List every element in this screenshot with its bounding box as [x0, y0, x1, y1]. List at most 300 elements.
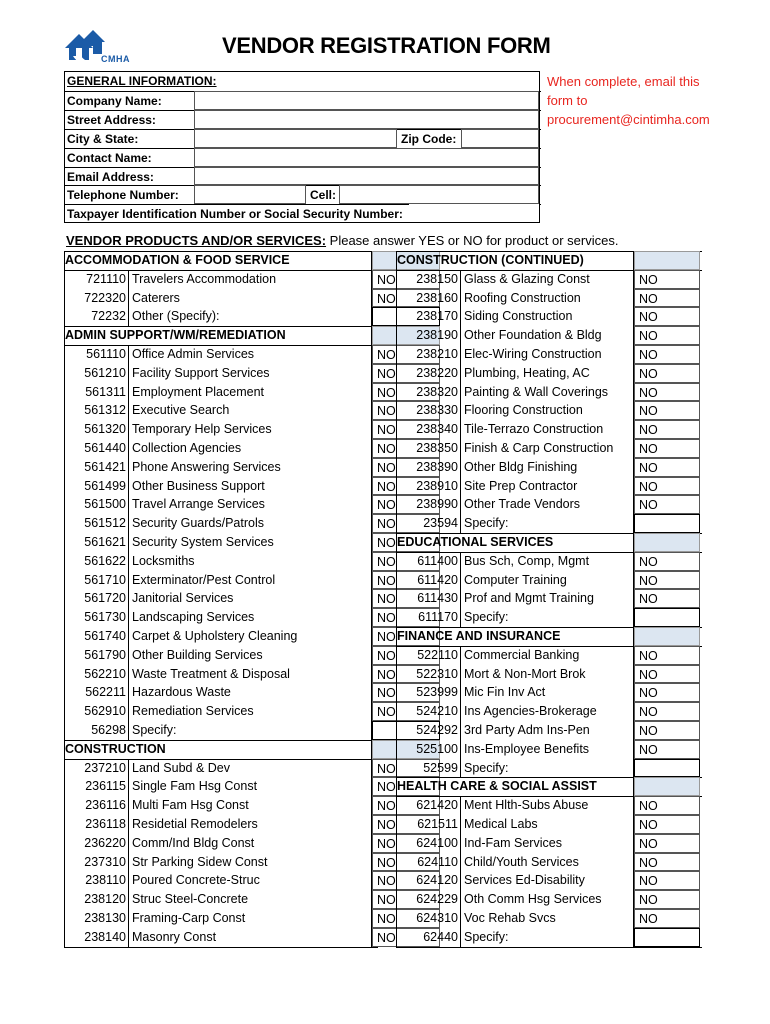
- naics-code: 238160: [416, 290, 458, 305]
- service-description: Remediation Services: [128, 702, 372, 721]
- section-heading: FINANCE AND INSURANCE: [397, 629, 561, 643]
- answer-field[interactable]: [634, 289, 700, 308]
- naics-code: 561740: [84, 629, 126, 643]
- naics-code: 562211: [85, 685, 126, 700]
- naics-code: 238320: [416, 384, 458, 399]
- telephone-label: Telephone Number:: [67, 188, 179, 202]
- answer-field[interactable]: [634, 909, 700, 928]
- service-row: [396, 909, 702, 928]
- answer-field[interactable]: [634, 759, 700, 778]
- service-description: Executive Search: [128, 401, 372, 420]
- naics-code: 52599: [423, 760, 458, 775]
- service-row: [64, 777, 396, 796]
- naics-code: 624120: [416, 873, 458, 888]
- answer-value: NO: [639, 423, 658, 438]
- answer-value: NO: [639, 705, 658, 720]
- cmha-logo: [63, 26, 145, 68]
- naics-code: 561512: [84, 516, 126, 531]
- answer-value: NO: [639, 460, 658, 475]
- answer-field[interactable]: [634, 702, 700, 721]
- answer-value: NO: [377, 498, 396, 513]
- service-description: Struc Steel-Concrete: [128, 890, 372, 909]
- naics-code: 621511: [417, 817, 458, 831]
- section-heading: HEALTH CARE & SOCIAL ASSIST: [397, 779, 597, 794]
- service-description: Child/Youth Services: [460, 853, 700, 872]
- service-description: Mic Fin Inv Act: [460, 683, 700, 702]
- answer-value: NO: [639, 893, 658, 908]
- answer-value: NO: [377, 272, 396, 287]
- answer-value: NO: [377, 836, 396, 851]
- answer-field[interactable]: [634, 589, 700, 608]
- service-row: [396, 383, 702, 402]
- service-row: [396, 420, 702, 439]
- answer-field[interactable]: [634, 345, 700, 364]
- answer-field[interactable]: [634, 683, 700, 702]
- service-description: Office Admin Services: [128, 345, 372, 364]
- service-description: Medical Labs: [460, 815, 700, 834]
- answer-value: NO: [639, 348, 658, 362]
- email-address-field[interactable]: [194, 167, 539, 185]
- answer-value: NO: [377, 517, 396, 532]
- service-description: Hazardous Waste: [128, 683, 372, 702]
- naics-code: 237310: [84, 854, 126, 869]
- cell-field[interactable]: [339, 185, 539, 204]
- answer-value: NO: [639, 874, 658, 889]
- heading-answer-cell: [634, 627, 700, 646]
- company-name-field[interactable]: [194, 91, 539, 110]
- service-description: Collection Agencies: [128, 439, 372, 458]
- service-description: Specify:: [460, 928, 700, 947]
- naics-code: 525100: [416, 741, 458, 756]
- service-description: Ins Agencies-Brokerage: [460, 702, 700, 721]
- heading-answer-cell: [634, 251, 700, 270]
- service-row: [396, 345, 702, 364]
- service-row: [64, 834, 396, 853]
- naics-code: 561440: [84, 441, 126, 455]
- answer-value: NO: [639, 742, 658, 757]
- service-row: [64, 627, 396, 646]
- naics-code: 236116: [85, 798, 126, 813]
- service-row: [396, 307, 702, 326]
- answer-value: NO: [639, 667, 658, 682]
- service-row: [396, 721, 702, 740]
- service-row: [64, 345, 396, 364]
- service-description: Facility Support Services: [128, 364, 372, 383]
- answer-value: NO: [377, 667, 396, 682]
- answer-value: NO: [639, 648, 658, 663]
- naics-code: 238190: [416, 328, 458, 343]
- answer-field[interactable]: [634, 740, 700, 759]
- naics-code: 621420: [416, 798, 458, 813]
- service-row: [396, 834, 702, 853]
- naics-code: 611170: [418, 610, 458, 625]
- service-description: Ind-Fam Services: [460, 834, 700, 853]
- service-row: [396, 477, 702, 496]
- answer-field[interactable]: [634, 270, 700, 289]
- naics-code: 561790: [84, 647, 126, 662]
- service-row: [64, 401, 396, 420]
- answer-value: NO: [639, 366, 658, 381]
- naics-code: 236220: [84, 835, 126, 850]
- taxpayer-id-field[interactable]: [409, 204, 539, 222]
- general-heading: GENERAL INFORMATION:: [67, 74, 217, 88]
- service-description: Ment Hlth-Subs Abuse: [460, 796, 700, 815]
- service-description: Poured Concrete-Struc: [128, 871, 372, 890]
- service-row: [396, 439, 702, 458]
- answer-value: NO: [377, 686, 396, 701]
- service-description: Computer Training: [460, 571, 700, 590]
- naics-code: 611400: [417, 553, 458, 568]
- answer-field[interactable]: [634, 401, 700, 420]
- service-description: Painting & Wall Coverings: [460, 383, 700, 402]
- naics-code: 238210: [416, 347, 458, 361]
- answer-field[interactable]: [634, 326, 700, 345]
- service-description: Residetial Remodelers: [128, 815, 372, 834]
- answer-field[interactable]: [634, 815, 700, 834]
- answer-value: NO: [639, 329, 658, 344]
- naics-code: 624110: [417, 854, 458, 869]
- naics-code: 561499: [84, 478, 126, 493]
- service-row: [396, 665, 702, 684]
- service-description: Bus Sch, Comp, Mgmt: [460, 552, 700, 571]
- naics-code: 624100: [416, 835, 458, 850]
- answer-field[interactable]: [634, 571, 700, 590]
- answer-value: NO: [639, 272, 658, 287]
- answer-value: NO: [377, 366, 396, 381]
- service-description: Travel Arrange Services: [128, 495, 372, 514]
- answer-value: NO: [377, 479, 396, 494]
- service-row: [64, 270, 396, 289]
- section-heading: EDUCATIONAL SERVICES: [397, 535, 554, 549]
- service-row: [396, 796, 702, 815]
- service-description: Specify:: [128, 721, 372, 740]
- service-description: Other Foundation & Bldg: [460, 326, 700, 345]
- service-row: [64, 665, 396, 684]
- naics-code: 56298: [91, 723, 126, 737]
- answer-value: NO: [639, 554, 658, 569]
- answer-value: NO: [639, 498, 658, 513]
- naics-code: 721110: [86, 271, 126, 286]
- service-description: Elec-Wiring Construction: [460, 345, 700, 364]
- answer-value: NO: [377, 874, 396, 889]
- naics-code: 72232: [91, 309, 126, 324]
- answer-field[interactable]: [634, 853, 700, 872]
- answer-value: NO: [639, 442, 658, 456]
- service-description: Specify:: [460, 608, 700, 627]
- naics-code: 562910: [84, 704, 126, 719]
- answer-field[interactable]: [634, 796, 700, 815]
- service-description: Ins-Employee Benefits: [460, 740, 700, 759]
- service-description: Plumbing, Heating, AC: [460, 364, 700, 383]
- service-description: Specify:: [460, 759, 700, 778]
- service-description: Temporary Help Services: [128, 420, 372, 439]
- service-row: [64, 909, 396, 928]
- service-row: [396, 514, 702, 533]
- answer-value: NO: [639, 799, 658, 814]
- service-description: Other (Specify):: [128, 307, 372, 326]
- logo-text: CMHA: [101, 54, 130, 64]
- service-description: Glass & Glazing Const: [460, 270, 700, 289]
- service-row: [64, 458, 396, 477]
- answer-value: NO: [377, 291, 396, 306]
- service-description: Multi Fam Hsg Const: [128, 796, 372, 815]
- service-row: [64, 815, 396, 834]
- service-description: Land Subd & Dev: [128, 759, 372, 778]
- naics-code: 561110: [86, 347, 126, 361]
- answer-value: NO: [377, 442, 396, 456]
- service-row: [64, 890, 396, 909]
- heading-answer-cell: [634, 533, 700, 552]
- service-row: [396, 608, 702, 627]
- service-row: [396, 871, 702, 890]
- service-row: [64, 796, 396, 815]
- answer-field[interactable]: [634, 364, 700, 383]
- note-line: When complete, email this: [547, 74, 700, 89]
- service-row: [396, 890, 702, 909]
- naics-code: 561622: [84, 553, 126, 568]
- service-description: Site Prep Contractor: [460, 477, 700, 496]
- naics-code: 238140: [84, 929, 126, 944]
- service-row: [64, 495, 396, 514]
- service-description: Travelers Accommodation: [128, 270, 372, 289]
- answer-field[interactable]: [634, 608, 700, 627]
- city-state-label: City & State:: [67, 132, 139, 146]
- naics-code: 611420: [417, 572, 458, 587]
- telephone-field[interactable]: [194, 185, 306, 204]
- section-heading: ACCOMMODATION & FOOD SERVICE: [65, 253, 290, 267]
- service-row: [396, 552, 702, 571]
- service-row: [396, 495, 702, 514]
- service-row: [64, 759, 396, 778]
- answer-field[interactable]: [634, 495, 700, 514]
- answer-field[interactable]: [634, 871, 700, 890]
- service-description: Employment Placement: [128, 383, 372, 402]
- service-row: [64, 928, 396, 947]
- street-address-label: Street Address:: [67, 113, 156, 127]
- service-description: Voc Rehab Svcs: [460, 909, 700, 928]
- answer-value: NO: [377, 423, 396, 438]
- answer-field[interactable]: [634, 307, 700, 326]
- service-description: Services Ed-Disability: [460, 871, 700, 890]
- service-description: Commercial Banking: [460, 646, 700, 665]
- service-row: [64, 307, 378, 326]
- answer-value: NO: [377, 536, 396, 550]
- section-heading: ADMIN SUPPORT/WM/REMEDIATION: [65, 328, 286, 343]
- naics-code: 238350: [416, 441, 458, 455]
- service-row: [396, 928, 702, 947]
- naics-code: 722320: [84, 290, 126, 305]
- answer-value: NO: [377, 554, 396, 569]
- service-description: Specify:: [460, 514, 700, 533]
- answer-value: NO: [639, 592, 658, 607]
- answer-field[interactable]: [634, 514, 700, 533]
- answer-value: NO: [639, 818, 658, 832]
- answer-value: NO: [377, 912, 396, 926]
- service-row: [64, 477, 396, 496]
- answer-value: NO: [377, 855, 396, 870]
- naics-code: 238130: [84, 911, 126, 925]
- service-row: [64, 702, 396, 721]
- answer-value: NO: [639, 404, 658, 419]
- answer-value: NO: [377, 799, 396, 814]
- naics-code: 237210: [84, 760, 126, 775]
- naics-code: 561710: [84, 572, 126, 587]
- service-row: [396, 401, 702, 420]
- service-row: [64, 439, 396, 458]
- service-description: Janitorial Services: [128, 589, 372, 608]
- service-row: [64, 514, 396, 533]
- heading-answer-cell: [634, 777, 700, 796]
- answer-value: NO: [377, 404, 396, 419]
- answer-value: NO: [377, 780, 396, 795]
- naics-code: 238220: [416, 365, 458, 380]
- service-description: Caterers: [128, 289, 372, 308]
- answer-field[interactable]: [634, 458, 700, 477]
- naics-code: 611430: [417, 591, 458, 606]
- submission-note: [547, 72, 710, 129]
- answer-value: NO: [377, 348, 396, 362]
- service-description: Landscaping Services: [128, 608, 372, 627]
- contact-name-field[interactable]: [194, 148, 539, 167]
- zip-code-label: Zip Code:: [401, 132, 457, 146]
- answer-value: NO: [639, 912, 658, 926]
- note-email-link[interactable]: procurement@cintimha.com: [547, 112, 710, 127]
- service-row: [64, 552, 396, 571]
- service-description: Framing-Carp Const: [128, 909, 372, 928]
- answer-field[interactable]: [634, 477, 700, 496]
- service-row: [64, 289, 396, 308]
- answer-field[interactable]: [634, 439, 700, 458]
- answer-value: NO: [377, 893, 396, 908]
- service-description: Prof and Mgmt Training: [460, 589, 700, 608]
- naics-code: 524210: [416, 704, 458, 719]
- service-description: Str Parking Sidew Const: [128, 853, 372, 872]
- naics-code: 523999: [416, 685, 458, 700]
- naics-code: 238150: [416, 271, 458, 286]
- naics-code: 561421: [84, 459, 126, 474]
- service-row: [64, 383, 396, 402]
- answer-field[interactable]: [634, 383, 700, 402]
- service-row: [396, 702, 702, 721]
- service-row: [396, 364, 702, 383]
- answer-value: NO: [377, 705, 396, 720]
- service-description: Tile-Terrazo Construction: [460, 420, 700, 439]
- naics-code: 561500: [84, 497, 126, 512]
- naics-code: 238120: [84, 892, 126, 907]
- answer-value: NO: [377, 761, 396, 776]
- city-state-field[interactable]: [194, 129, 397, 148]
- service-row: [396, 458, 702, 477]
- answer-value: NO: [377, 818, 396, 832]
- section-heading: CONSTRUCTION: [65, 741, 166, 756]
- naics-code: 522310: [416, 666, 458, 681]
- naics-code: 238110: [85, 873, 126, 888]
- section-heading: CONSTRUCTION (CONTINUED): [397, 253, 584, 267]
- answer-field[interactable]: [634, 552, 700, 571]
- answer-value: NO: [377, 460, 396, 475]
- answer-value: NO: [377, 385, 396, 400]
- service-row: [64, 871, 396, 890]
- service-row: [396, 326, 702, 345]
- service-description: Exterminator/Pest Control: [128, 571, 372, 590]
- answer-field[interactable]: [634, 928, 700, 947]
- answer-value: NO: [377, 630, 396, 644]
- answer-field[interactable]: [634, 890, 700, 909]
- answer-value: NO: [377, 592, 396, 607]
- service-row: [396, 646, 702, 665]
- service-description: Locksmiths: [128, 552, 372, 571]
- service-description: Phone Answering Services: [128, 458, 372, 477]
- service-description: Roofing Construction: [460, 289, 700, 308]
- naics-code: 236118: [85, 817, 126, 831]
- service-row: [396, 270, 702, 289]
- naics-code: 561730: [84, 610, 126, 625]
- street-address-field[interactable]: [194, 110, 539, 129]
- products-services-heading: VENDOR PRODUCTS AND/OR SERVICES: Please answer YES or NO for product or services.: [66, 233, 619, 248]
- answer-value: NO: [639, 686, 658, 701]
- naics-code: 561621: [84, 535, 126, 549]
- general-information-section: [64, 71, 540, 223]
- service-description: 3rd Party Adm Ins-Pen: [460, 721, 700, 740]
- answer-field[interactable]: [634, 665, 700, 684]
- service-description: Security Guards/Patrols: [128, 514, 372, 533]
- service-row: [396, 289, 702, 308]
- naics-code: 561311: [85, 384, 126, 399]
- answer-value: NO: [639, 291, 658, 306]
- naics-code: 238910: [416, 478, 458, 493]
- service-description: Finish & Carp Construction: [460, 439, 700, 458]
- company-name-label: Company Name:: [67, 94, 162, 108]
- zip-code-field[interactable]: [461, 129, 539, 148]
- note-line: form to: [547, 93, 588, 108]
- naics-code: 238390: [416, 459, 458, 474]
- service-row: [64, 420, 396, 439]
- naics-code: 522110: [417, 647, 458, 662]
- naics-code: 236115: [85, 779, 126, 794]
- service-row: [396, 740, 702, 759]
- answer-value: NO: [639, 573, 658, 588]
- email-address-label: Email Address:: [67, 170, 154, 184]
- naics-code: 62440: [423, 929, 458, 944]
- answer-field[interactable]: [634, 834, 700, 853]
- naics-code: 23594: [423, 516, 458, 531]
- service-row: [64, 721, 378, 740]
- answer-field[interactable]: [634, 420, 700, 439]
- answer-value: NO: [639, 836, 658, 851]
- service-row: [64, 646, 396, 665]
- answer-value: NO: [377, 930, 396, 945]
- service-description: Other Trade Vendors: [460, 495, 700, 514]
- service-description: Waste Treatment & Disposal: [128, 665, 372, 684]
- service-description: Other Business Support: [128, 477, 372, 496]
- naics-code: 562210: [84, 666, 126, 681]
- service-row: [64, 533, 396, 552]
- service-row: [396, 683, 702, 702]
- service-description: Security System Services: [128, 533, 372, 552]
- service-description: Single Fam Hsg Const: [128, 777, 372, 796]
- service-row: [396, 759, 702, 778]
- page-title: VENDOR REGISTRATION FORM: [222, 33, 551, 58]
- service-description: Mort & Non-Mort Brok: [460, 665, 700, 684]
- answer-value: NO: [639, 855, 658, 870]
- service-row: [64, 589, 396, 608]
- service-description: Siding Construction: [460, 307, 700, 326]
- service-description: Masonry Const: [128, 928, 372, 947]
- naics-code: 238990: [416, 497, 458, 512]
- service-description: Oth Comm Hsg Services: [460, 890, 700, 909]
- answer-field[interactable]: [634, 721, 700, 740]
- answer-field[interactable]: [634, 646, 700, 665]
